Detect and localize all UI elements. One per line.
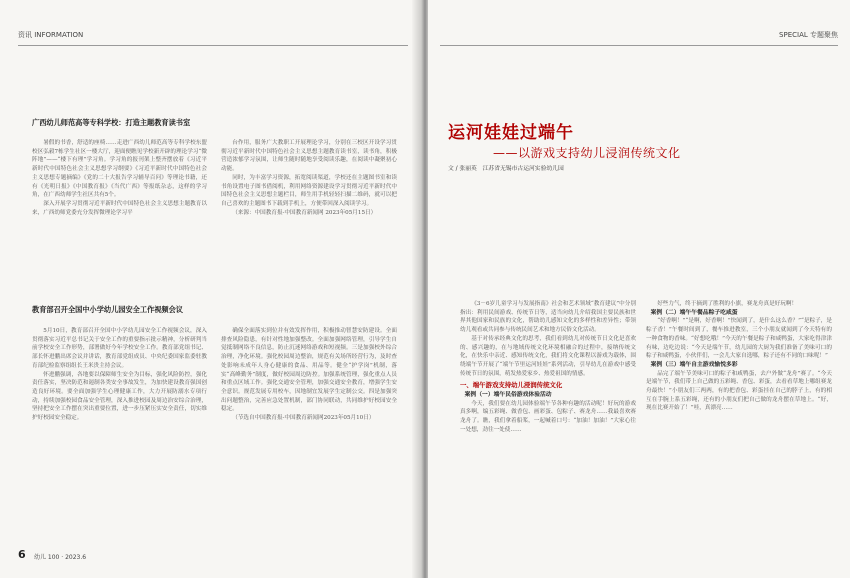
article-column-2 (646, 300, 832, 550)
paragraph: 基于对传承经典文化的思考，我们看到幼儿对传统节日文化是喜欢的、感兴趣的，在与地域传统文化环境相融合的过程中，接纳传统文化，在快乐中亲近、感知传统文化，我们将文化课程以游戏为载体，围绕端午节开展了“端午节里运河娃娃”系列活动，引导幼儿在游戏中感受传统节日的氛围，萌发热爱家乡、热爱祖国的情感。 (460, 335, 636, 377)
paragraph: 怀进鹏强调，各地要以保障师生安全为目标，强化风险防控，强化责任落实，坚决防范和遏制各类安全事故发生，为加快建设教育强国创造良好环境。要全面加强学生心理健康工作，大力开展防溺水专项行动，持续加强校园食品安全管理，深入推进校园及周边治安综合治理，坚持把安全工作摆在突出重要位置，进一步压紧压实安全责任，切实维护好校园安全稳定。 (32, 371, 207, 422)
source-note: （节选自中国教育报-中国教育新闻网2023年05月10日） (232, 415, 375, 422)
source-note: （来源：中国教育报-中国教育新闻网 2023年05月15日） (232, 209, 377, 216)
article1-column-1 (32, 139, 207, 259)
byline: 文 / 张丽英 江苏省无锡市古运河实验幼儿园 (448, 166, 564, 172)
article-title: 运河娃娃过端午 (448, 123, 574, 143)
case-heading: 案例（一）端午民俗游戏体验活动 (464, 392, 552, 399)
paragraph: 品完了端午节美味可口的粽子和咸鸭蛋，去户外做“龙舟”赛了。“今天是端午节，我们带上自己做的五彩绳、香包、彩蛋，去看看草地上哪组赛龙舟最快！”小朋友们三两两，有的把香包、彩蛋挂在自己的脖子上，有的相互在手腕上系五彩绳，还有的小朋友们把自己做的龙舟摆在草地上。“好，现在比赛开始了！”哇，真漂亮…… (646, 370, 832, 412)
paragraph: 《3－6岁儿童学习与发展指南》社会和艺术领域“教育建议”中分别指出：利用民间游戏、传统节日等，适当向幼儿介绍我国主要民族和世界其他国家和民族的文化，帮助幼儿感知文化的多样性和差异性；带领幼儿观看或共同参与传统民间艺术和地方民俗文化活动。 (460, 301, 636, 334)
paragraph: 同时，为丰富学习资源，拓宽阅读渠道，学校还在主题图书室和读书角设置电子图书借阅机，利用网络资源建设学习贯彻习近平新时代中国特色社会主义思想主题栏目，师生用手机轻轻扫描二维码，就可以把自己喜欢的主题图书下载到手机上，方便带回深入阅读学习。 (221, 174, 397, 207)
paragraph: “好香啊！”“是啊，好香啊！”快闻到了，是什么这么香？”“是粽子，是粽子香！”午餐时间到了，餐车推进教室，三个小朋友就闻到了今天特有的一种食物的香味。“好想吃哦！”今天的午餐是粽子和咸鸭蛋，大家吃得津津有味，边吃边说：“今天是端午节，幼儿园的大厨为我们准备了美味可口的粽子和咸鸭蛋，小伙伴们，一会儿大家自选哪，粽子还有不同的口味呢！” (646, 318, 832, 360)
footer-left: 幼儿 100 · 2023.6 (34, 554, 87, 561)
paragraph: 今天，我们要在幼儿园体验端午节各种有趣的活动呢！好玩的游戏真多啊，编五彩绳、做香包、画彩蛋、包粽子、赛龙舟……我最喜欢赛龙舟了。瞧，我们拿着船桨，一起喊着口号：“加油！加油！”大家心往一处想，劲往一处使…… (460, 400, 636, 433)
article1-title: 广西幼儿师范高等专科学校：打造主题教育读书室 (32, 118, 191, 127)
section-heading: 一、端午游戏支持幼儿浸润传统文化 (460, 381, 563, 390)
article2-column-2 (221, 327, 397, 549)
left-page (0, 0, 422, 578)
header-divider-right (440, 45, 838, 46)
paragraph: 暑假的书香，舒适的座椅……走进广西幼儿师范高等专科学校东盟校区弘毅7栋学生社区一楼大厅，迎面便瞧见学校新开辟的理论学习“微阵地”——“楼下有理”学习角。学习角的报刊架上整齐摆放着《习近平新时代中国特色社会主义思想学习纲要》《习近平新时代中国特色社会主义思想专题摘编》《党的二十大报告学习辅导百问》等理论书籍，还有《光明日报》《中国教育报》《当代广西》等报纸杂志，这样的学习角，在广西幼师学生社区共有5个。 (32, 140, 207, 199)
section-header-right: SPECIAL 专题聚焦 (779, 31, 838, 39)
article2-column-1 (32, 327, 207, 549)
paragraph: 台作用，服务广大教职工开展理论学习，分别在三校区开设学习贯彻习近平新时代中国特色社会主义思想主题教育读书室，读书角，积极营造浓郁学习氛围，让师生随时随地享受阅读乐趣，在阅读中凝聚初心动能。 (221, 140, 397, 173)
article-column-1 (460, 300, 636, 550)
article2-title: 教育部召开全国中小学幼儿园安全工作视频会议 (32, 305, 183, 314)
case-heading: 案例（三）端午自主游戏愉悦多彩 (650, 361, 738, 368)
article1-column-2 (221, 139, 397, 259)
section-header-left: 资讯 INFORMATION (18, 31, 84, 39)
header-divider-left (18, 45, 408, 46)
case-heading: 案例（二）端午午餐品粽子吃咸蛋 (650, 309, 738, 316)
paragraph: 深入开展学习贯彻习近平新时代中国特色社会主义思想主题教育以来，广西幼师党委充分发挥微理论学习平 (32, 200, 207, 216)
paragraph: 确保全面落实到位并有效发挥作用，积极推动智慧安防建设。全面排查风险隐患，有针对性地加强整改。全面加强网络管理，引导学生自觉抵制网络不良信息，防止沉迷网络游戏和短视频。三是加强校外综合治理，净化环境。强化校园周边整治，规范有关场所经营行为，及时查处影响未成年人身心健康的食品、用品等。健全“护学岗”机制，落实“高峰勤务”制度，做好校园周边防控。加强系统管理，强化重点人员和重点区域工作。强化交通安全管理，加强交通安全教育，增强学生安全意识。规范发展专用校车，因地制宜发展学生定制公交。四是加强突出问题整治，完善应急处置机制，部门协同联动，共同维护好校园安全稳定。 (221, 328, 397, 413)
page-number-left: 6 (18, 548, 26, 561)
article-subtitle: ——以游戏支持幼儿浸润传统文化 (493, 146, 681, 160)
right-page (428, 0, 850, 578)
paragraph: 5月10日，教育部召开全国中小学幼儿园安全工作视频会议，深入贯彻落实习近平总书记关于安全工作的重要指示批示精神，分析研判当前学校安全工作形势，部署做好今年学校安全工作。教育部党组书记、部长怀进鹏出席会议并讲话，教育部党组成员、中央纪委国家监委驻教育部纪检监察组组长王米贵主持会议。 (32, 328, 207, 369)
paragraph: 好些力气，终于摘到了胜利的小旗，赛龙舟真是好玩啊！ (657, 301, 798, 307)
